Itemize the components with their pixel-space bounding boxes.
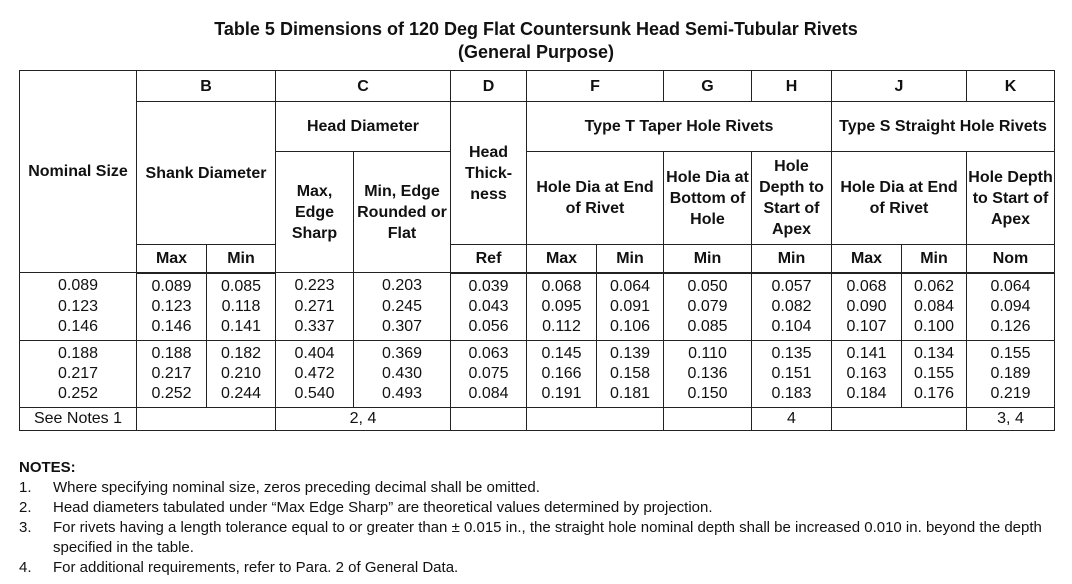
table-row [20,273,1055,297]
table-cell: 0.063 [451,340,527,364]
header-hole-dia-bottom: Hole Dia at Bottom of Hole [664,152,752,245]
table-cell: 0.135 [752,340,832,364]
title-line-2: (General Purpose) [457,42,615,62]
table-cell: 0.107 [832,317,902,341]
table-cell: 0.050 [664,273,752,297]
notes-list [19,478,1059,578]
header-F-min: Min [597,245,664,273]
table-row [20,297,1055,317]
table-cell: 0.163 [832,364,902,384]
table-cell: 0.369 [354,340,451,364]
table-cell: 0.337 [276,317,354,341]
table-title [0,18,1072,64]
note-item [19,498,1059,518]
table-cell: 0.062 [902,273,967,297]
header-head-thickness: Head Thick-ness [451,102,527,245]
rivet-dimensions-table [19,70,1055,431]
note-number: 2. [19,499,32,516]
table-cell: 0.182 [207,340,276,364]
header-G: G [664,71,752,102]
table-cell: 0.217 [137,364,207,384]
table-cell: 0.068 [527,273,597,297]
note-number: 1. [19,479,32,496]
table-cell: 0.219 [967,384,1055,408]
table-cell: 0.056 [451,317,527,341]
table-cell: 0.158 [597,364,664,384]
table-cell: 0.118 [207,297,276,317]
table-row [20,364,1055,384]
header-min-edge-rounded: Min, Edge Rounded or Flat [354,152,451,273]
header-H-min: Min [752,245,832,273]
table-cell: 0.146 [137,317,207,341]
see-notes-B [137,407,276,430]
table-cell: 0.123 [20,297,137,317]
header-hole-dia-end-t: Hole Dia at End of Rivet [527,152,664,245]
table-cell: 0.064 [967,273,1055,297]
header-D-ref: Ref [451,245,527,273]
table-cell: 0.189 [967,364,1055,384]
table-cell: 0.203 [354,273,451,297]
table-cell: 0.126 [967,317,1055,341]
table-cell: 0.252 [137,384,207,408]
table-cell: 0.184 [832,384,902,408]
table-cell: 0.472 [276,364,354,384]
table-cell: 0.089 [137,273,207,297]
table-row [20,317,1055,341]
header-B-max: Max [137,245,207,273]
header-hole-dia-end-s: Hole Dia at End of Rivet [832,152,967,245]
table-cell: 0.110 [664,340,752,364]
table-cell: 0.188 [20,340,137,364]
table-cell: 0.252 [20,384,137,408]
table-cell: 0.271 [276,297,354,317]
table-cell: 0.068 [832,273,902,297]
see-notes-label: See Notes 1 [20,407,137,430]
table-cell: 0.141 [832,340,902,364]
header-C: C [276,71,451,102]
table-cell: 0.146 [20,317,137,341]
header-J: J [832,71,967,102]
header-hole-depth-apex-s: Hole Depth to Start of Apex [967,152,1055,245]
table-cell: 0.123 [137,297,207,317]
header-hole-depth-apex-t: Hole Depth to Start of Apex [752,152,832,245]
table-cell: 0.307 [354,317,451,341]
see-notes-H: 4 [752,407,832,430]
header-shank-diameter: Shank Diameter [137,102,276,245]
table-cell: 0.112 [527,317,597,341]
table-cell: 0.145 [527,340,597,364]
table-cell: 0.104 [752,317,832,341]
table-cell: 0.136 [664,364,752,384]
header-B: B [137,71,276,102]
table-cell: 0.089 [20,273,137,297]
table-cell: 0.183 [752,384,832,408]
table-cell: 0.245 [354,297,451,317]
table-cell: 0.188 [137,340,207,364]
table-cell: 0.151 [752,364,832,384]
notes-heading: NOTES: [19,459,76,476]
note-number: 3. [19,519,32,536]
see-notes-D [451,407,527,430]
table-cell: 0.223 [276,273,354,297]
table-cell: 0.404 [276,340,354,364]
table-cell: 0.141 [207,317,276,341]
table-cell: 0.106 [597,317,664,341]
table-cell: 0.166 [527,364,597,384]
table-cell: 0.493 [354,384,451,408]
see-notes-J [832,407,967,430]
table-cell: 0.039 [451,273,527,297]
header-K: K [967,71,1055,102]
table-cell: 0.150 [664,384,752,408]
see-notes-F [527,407,664,430]
table-cell: 0.155 [967,340,1055,364]
header-G-min: Min [664,245,752,273]
see-notes-C: 2, 4 [276,407,451,430]
table-cell: 0.139 [597,340,664,364]
table-cell: 0.079 [664,297,752,317]
table-cell: 0.100 [902,317,967,341]
table-body [20,273,1055,431]
note-text: For rivets having a length tolerance equal to or greater than ± 0.015 in., the straight hole nominal depth shall be increased 0.010 in. beyond the depth specified in the table. [53,519,1042,556]
table-cell: 0.176 [902,384,967,408]
note-number: 4. [19,559,32,576]
header-nominal-size: Nominal Size [20,71,137,273]
table-cell: 0.540 [276,384,354,408]
table-cell: 0.094 [967,297,1055,317]
note-item [19,478,1059,498]
table-cell: 0.191 [527,384,597,408]
header-F-max: Max [527,245,597,273]
table-cell: 0.084 [902,297,967,317]
header-K-nom: Nom [967,245,1055,273]
table-cell: 0.091 [597,297,664,317]
see-notes-G [664,407,752,430]
notes-section [19,458,1059,578]
table-cell: 0.057 [752,273,832,297]
header-type-s: Type S Straight Hole Rivets [832,102,1055,152]
note-text: Where specifying nominal size, zeros preceding decimal shall be omitted. [53,479,540,496]
table-cell: 0.075 [451,364,527,384]
see-notes-K: 3, 4 [967,407,1055,430]
header-J-max: Max [832,245,902,273]
table-cell: 0.082 [752,297,832,317]
header-H: H [752,71,832,102]
table-cell: 0.181 [597,384,664,408]
table-cell: 0.244 [207,384,276,408]
table-cell: 0.064 [597,273,664,297]
table-cell: 0.430 [354,364,451,384]
header-J-min: Min [902,245,967,273]
table-cell: 0.090 [832,297,902,317]
header-max-edge-sharp: Max, Edge Sharp [276,152,354,273]
note-text: Head diameters tabulated under “Max Edge Sharp” are theoretical values determined by projection. [53,499,713,516]
header-D: D [451,71,527,102]
table-cell: 0.155 [902,364,967,384]
header-B-min: Min [207,245,276,273]
table-cell: 0.095 [527,297,597,317]
see-notes-row [20,407,1055,430]
header-head-diameter: Head Diameter [276,102,451,152]
table-cell: 0.043 [451,297,527,317]
table-cell: 0.217 [20,364,137,384]
table-cell: 0.085 [664,317,752,341]
note-text: For additional requirements, refer to Para. 2 of General Data. [53,559,459,576]
table-row [20,340,1055,364]
note-item [19,558,1059,578]
table-cell: 0.134 [902,340,967,364]
table-cell: 0.085 [207,273,276,297]
table-row [20,384,1055,408]
table-cell: 0.084 [451,384,527,408]
table-cell: 0.210 [207,364,276,384]
note-item [19,518,1059,558]
header-F: F [527,71,664,102]
header-type-t: Type T Taper Hole Rivets [527,102,832,152]
title-line-1: Table 5 Dimensions of 120 Deg Flat Countersunk Head Semi-Tubular Rivets [214,19,858,39]
